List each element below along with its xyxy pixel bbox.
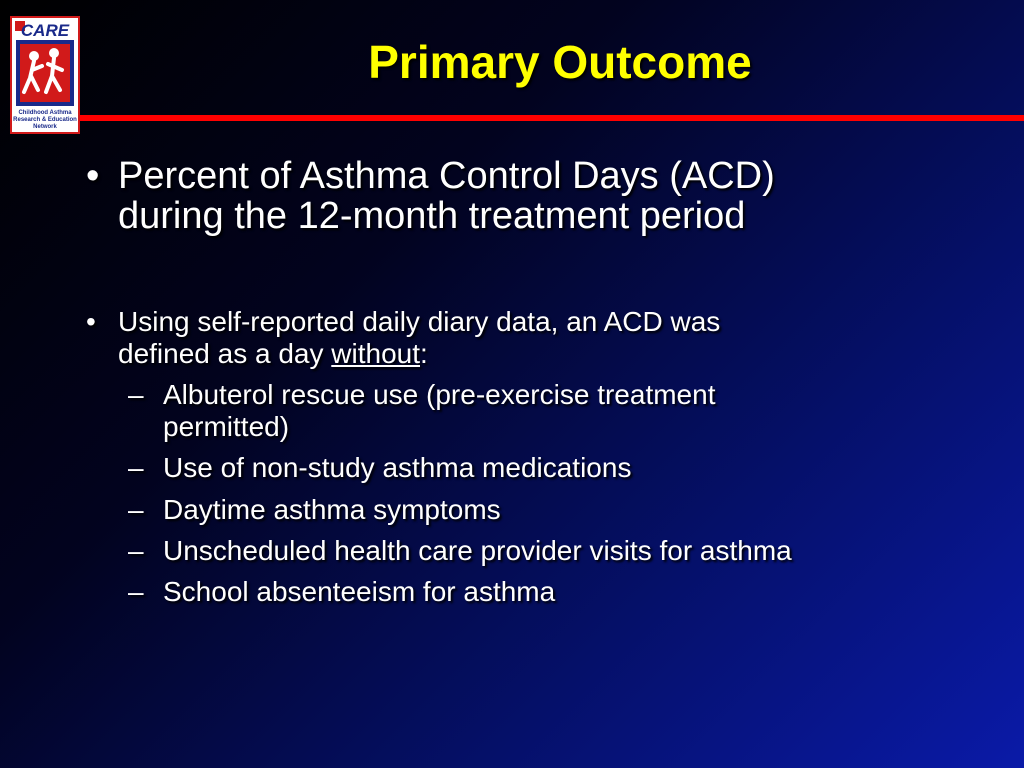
- logo-caption-line3: Network: [33, 124, 57, 130]
- subitem-4: [128, 535, 1023, 567]
- subitem-1: [128, 379, 1023, 443]
- subitem-2: [128, 452, 1023, 484]
- subitem-2-marker: –: [128, 452, 144, 483]
- subitem-1-marker: –: [128, 379, 144, 410]
- bullet-2: [86, 306, 1018, 370]
- logo-caption-line1: Childhood Asthma: [18, 110, 72, 116]
- subitem-1-line2: permitted): [163, 411, 290, 442]
- bullet-2-line1: Using self-reported daily diary data, an ACD was: [118, 306, 721, 337]
- subitem-4-text: Unscheduled health care provider visits for asthma: [163, 535, 792, 566]
- bullet-1-marker: •: [86, 155, 100, 197]
- bullet-1-line1: Percent of Asthma Control Days (ACD): [118, 155, 775, 197]
- subitem-2-text: Use of non-study asthma medications: [163, 452, 632, 483]
- bullet-2-line2: [118, 338, 1018, 370]
- subitem-3-text: Daytime asthma symptoms: [163, 494, 501, 525]
- logo-text: CARE: [20, 21, 70, 40]
- bullet-2-marker: •: [86, 306, 96, 337]
- bullet-2-line2-pre: defined as a day: [118, 338, 332, 369]
- subitem-5: [128, 576, 1023, 608]
- subitem-5-marker: –: [128, 576, 144, 607]
- subitem-1-line1: Albuterol rescue use (pre-exercise treatment: [163, 379, 716, 410]
- bullet-1-line2: during the 12-month treatment period: [118, 195, 746, 237]
- bullet-2-line2-post: :: [420, 338, 428, 369]
- bullet-2-emphasis: without: [331, 338, 420, 369]
- subitem-3: [128, 494, 1023, 526]
- subitem-5-text: School absenteeism for asthma: [163, 576, 556, 607]
- slide-title: Primary Outcome: [368, 36, 752, 88]
- bullet-1: [86, 156, 1018, 236]
- subitem-3-marker: –: [128, 494, 144, 525]
- logo-caption-line2: Research & Education: [13, 117, 77, 123]
- subitem-4-marker: –: [128, 535, 144, 566]
